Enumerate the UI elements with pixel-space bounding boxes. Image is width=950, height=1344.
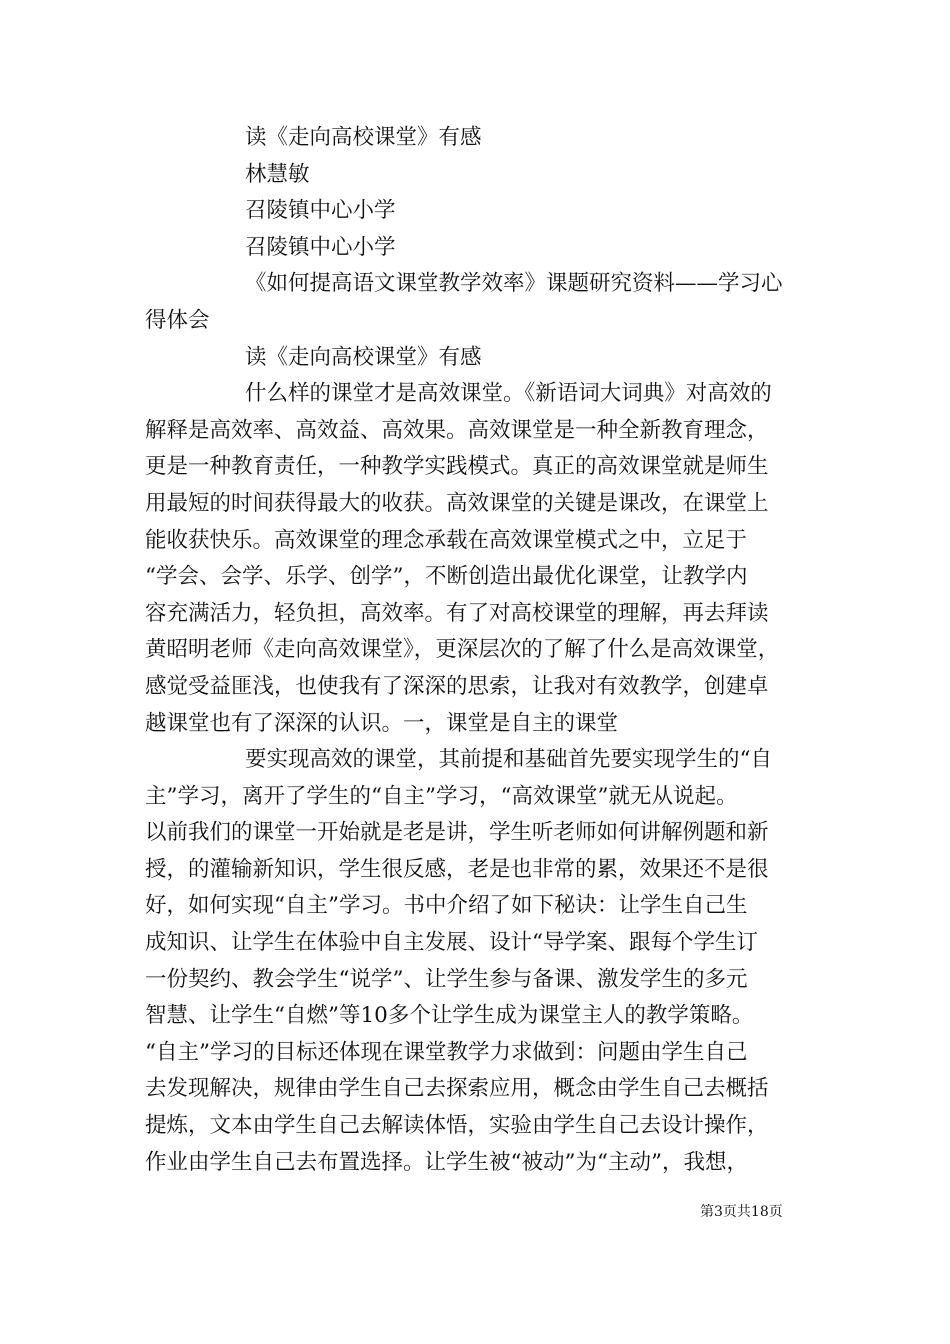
title-line: 读《走向高校课堂》有感 bbox=[245, 125, 482, 150]
text-line: 越课堂也有了深深的认识。一，课堂是自主的课堂 bbox=[145, 710, 619, 736]
text-line: 什么样的课堂才是高效课堂。《新语词大词典》对高效的 bbox=[245, 381, 772, 407]
text-line: 成知识、让学生在体验中自主发展、设计“导学案、跟每个学生订 bbox=[145, 930, 758, 956]
text-line: “学会、会学、乐学、创学”，不断创造出最优化课堂，让教学内 bbox=[145, 564, 748, 590]
text-line: 提炼，文本由学生自己去解读体悟，实验由学生自己去设计操作， bbox=[145, 1113, 769, 1139]
text-line: 能收获快乐。高效课堂的理念承载在高效课堂模式之中，立足于 bbox=[145, 527, 748, 553]
text-line: 以前我们的课堂一开始就是老是讲，学生听老师如何讲解例题和新 bbox=[145, 820, 769, 846]
text-line: 《如何提高语文课堂教学效率》课题研究资料——学习心 bbox=[245, 271, 783, 297]
text-line: 更是一种教育责任，一种教学实践模式。真正的高效课堂就是师生 bbox=[145, 454, 769, 480]
text-line: 得体会 bbox=[145, 307, 210, 333]
text-line: 好，如何实现“自主”学习。书中介绍了如下秘诀：让学生自己生 bbox=[145, 893, 748, 919]
text-line: “自主”学习的目标还体现在课堂教学力求做到：问题由学生自己 bbox=[145, 1039, 748, 1065]
text-line: 解释是高效率、高效益、高效果。高效课堂是一种全新教育理念， bbox=[145, 417, 769, 443]
school-line: 召陵镇中心小学 bbox=[245, 234, 396, 260]
text-line: 授，的灌输新知识，学生很反感，老是也非常的累，效果还不是很 bbox=[145, 856, 769, 882]
page-number-footer: 第3页共18页 bbox=[700, 1204, 783, 1220]
school-line: 召陵镇中心小学 bbox=[245, 198, 396, 224]
text-line: 黄昭明老师《走向高效课堂》，更深层次的了解了什么是高效课堂， bbox=[145, 637, 780, 663]
text-line: 去发现解决，规律由学生自己去探索应用，概念由学生自己去概括 bbox=[145, 1076, 769, 1102]
text-line: 主”学习，离开了学生的“自主”学习，“高效课堂”就无从说起。 bbox=[145, 783, 738, 809]
text-line: 容充满活力，轻负担，高效率。有了对高校课堂的理解，再去拜读 bbox=[145, 600, 769, 626]
text-line: 要实现高效的课堂，其前提和基础首先要实现学生的“自 bbox=[245, 747, 772, 773]
text-line: 用最短的时间获得最大的收获。高效课堂的关键是课改，在课堂上 bbox=[145, 490, 769, 516]
subtitle-line: 读《走向高校课堂》有感 bbox=[245, 344, 482, 370]
document-body bbox=[145, 120, 805, 1181]
text-line: 作业由学生自己去布置选择。让学生被“被动”为“主动”，我想， bbox=[145, 1149, 748, 1175]
text-line: 一份契约、教会学生“说学”、让学生参与备课、激发学生的多元 bbox=[145, 966, 748, 992]
author-line: 林慧敏 bbox=[245, 161, 310, 187]
text-line: 感觉受益匪浅，也使我有了深深的思索，让我对有效教学，创建卓 bbox=[145, 673, 769, 699]
text-line: 智慧、让学生“自燃”等10多个让学生成为课堂主人的教学策略。 bbox=[145, 1003, 754, 1029]
